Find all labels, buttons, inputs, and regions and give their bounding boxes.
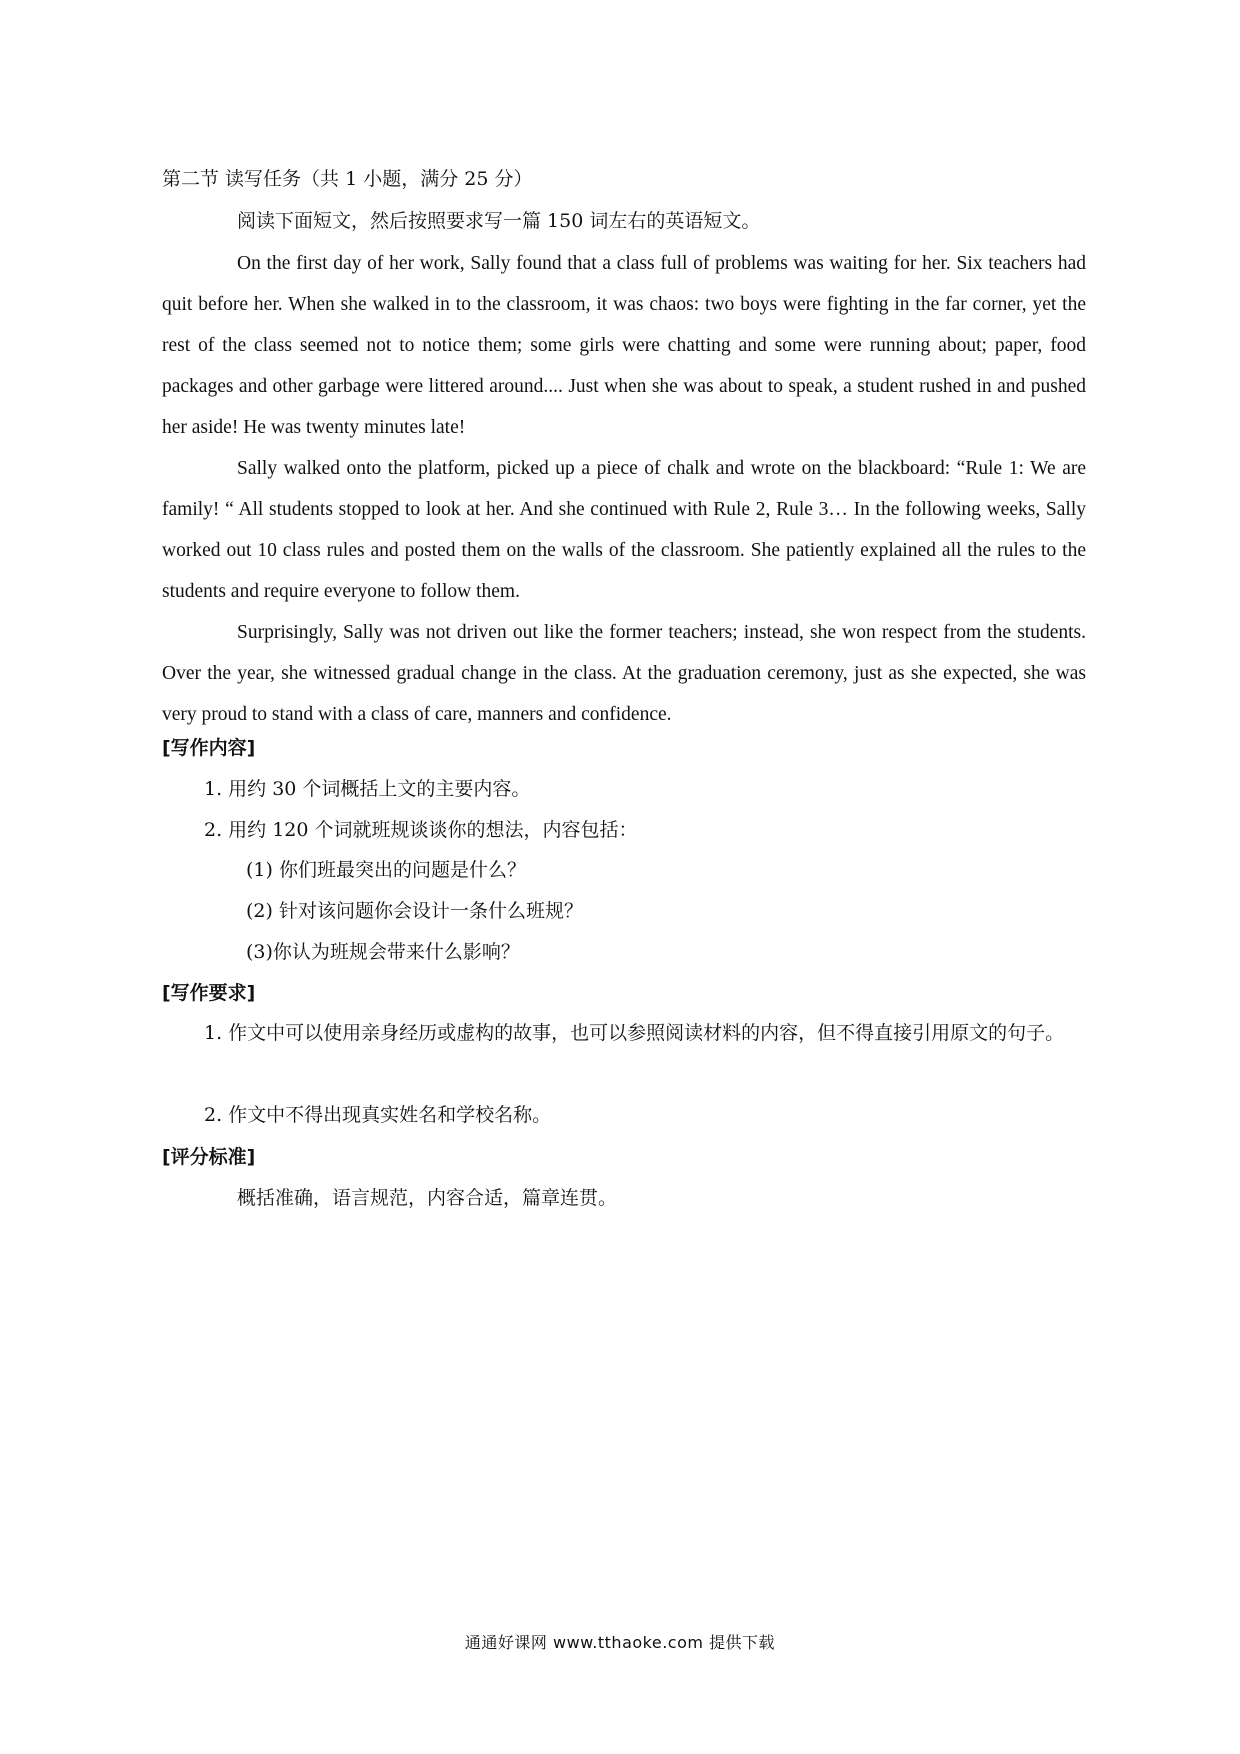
writing-content-item-2: 2. 用约 120 个词就班规谈谈你的想法，内容包括： <box>204 819 638 841</box>
passage-paragraph-2: Sally walked onto the platform, picked up a piece of chalk and wrote on the blackboard: “Rule 1: We are family! “ All students stopped to look at her. And she continued with Rule 2, Rule 3… In the following weeks, Sally worked out 10 class rules and posted them on the walls of the classroom. She patiently explained all the rules to the students and require everyone to follow them. <box>162 458 1086 602</box>
passage-paragraph-1: On the first day of her work, Sally found that a class full of problems was waiting for her. Six teachers had quit before her. When she walked in to the classroom, it was chaos: two boys were fighting in the far corner, yet the rest of the class seemed not to notice them; some girls were chatting and some were running about; paper, food packages and other garbage were littered around.... Just when she was about to speak, a student rushed in and pushed her aside! He was twenty minutes late! <box>162 253 1086 438</box>
writing-content-subitem-1: (1) 你们班最突出的问题是什么？ <box>246 859 526 881</box>
writing-content-subitem-3: (3)你认为班规会带来什么影响？ <box>246 941 520 963</box>
scoring-criteria-text: 概括准确，语言规范，内容合适，篇章连贯。 <box>237 1187 618 1209</box>
writing-content-item-1: 1. 用约 30 个词概括上文的主要内容。 <box>204 778 531 800</box>
writing-requirement-1: 1. 作文中可以使用亲身经历或虚构的故事，也可以参照阅读材料的内容，但不得直接引用原文的句子。 <box>204 1022 1065 1044</box>
section-title: 第二节 读写任务（共 1 小题，满分 25 分） <box>162 168 533 190</box>
writing-requirement-2: 2. 作文中不得出现真实姓名和学校名称。 <box>204 1104 552 1126</box>
passage-paragraph-3: Surprisingly, Sally was not driven out like the former teachers; instead, she won respect from the students. Over the year, she witnessed gradual change in the class. At the graduation ceremony, just as she expected, she was very proud to stand with a class of care, manners and confidence. <box>162 622 1086 725</box>
writing-content-subitem-2: (2) 针对该问题你会设计一条什么班规？ <box>246 900 583 922</box>
writing-requirements-heading: [写作要求] <box>162 982 256 1004</box>
task-instruction: 阅读下面短文，然后按照要求写一篇 150 词左右的英语短文。 <box>237 210 761 232</box>
writing-content-heading: [写作内容] <box>162 737 256 759</box>
footer-source-note: 通通好课网 www.tthaoke.com 提供下载 <box>464 1633 776 1652</box>
scoring-criteria-heading: [评分标准] <box>162 1146 256 1168</box>
